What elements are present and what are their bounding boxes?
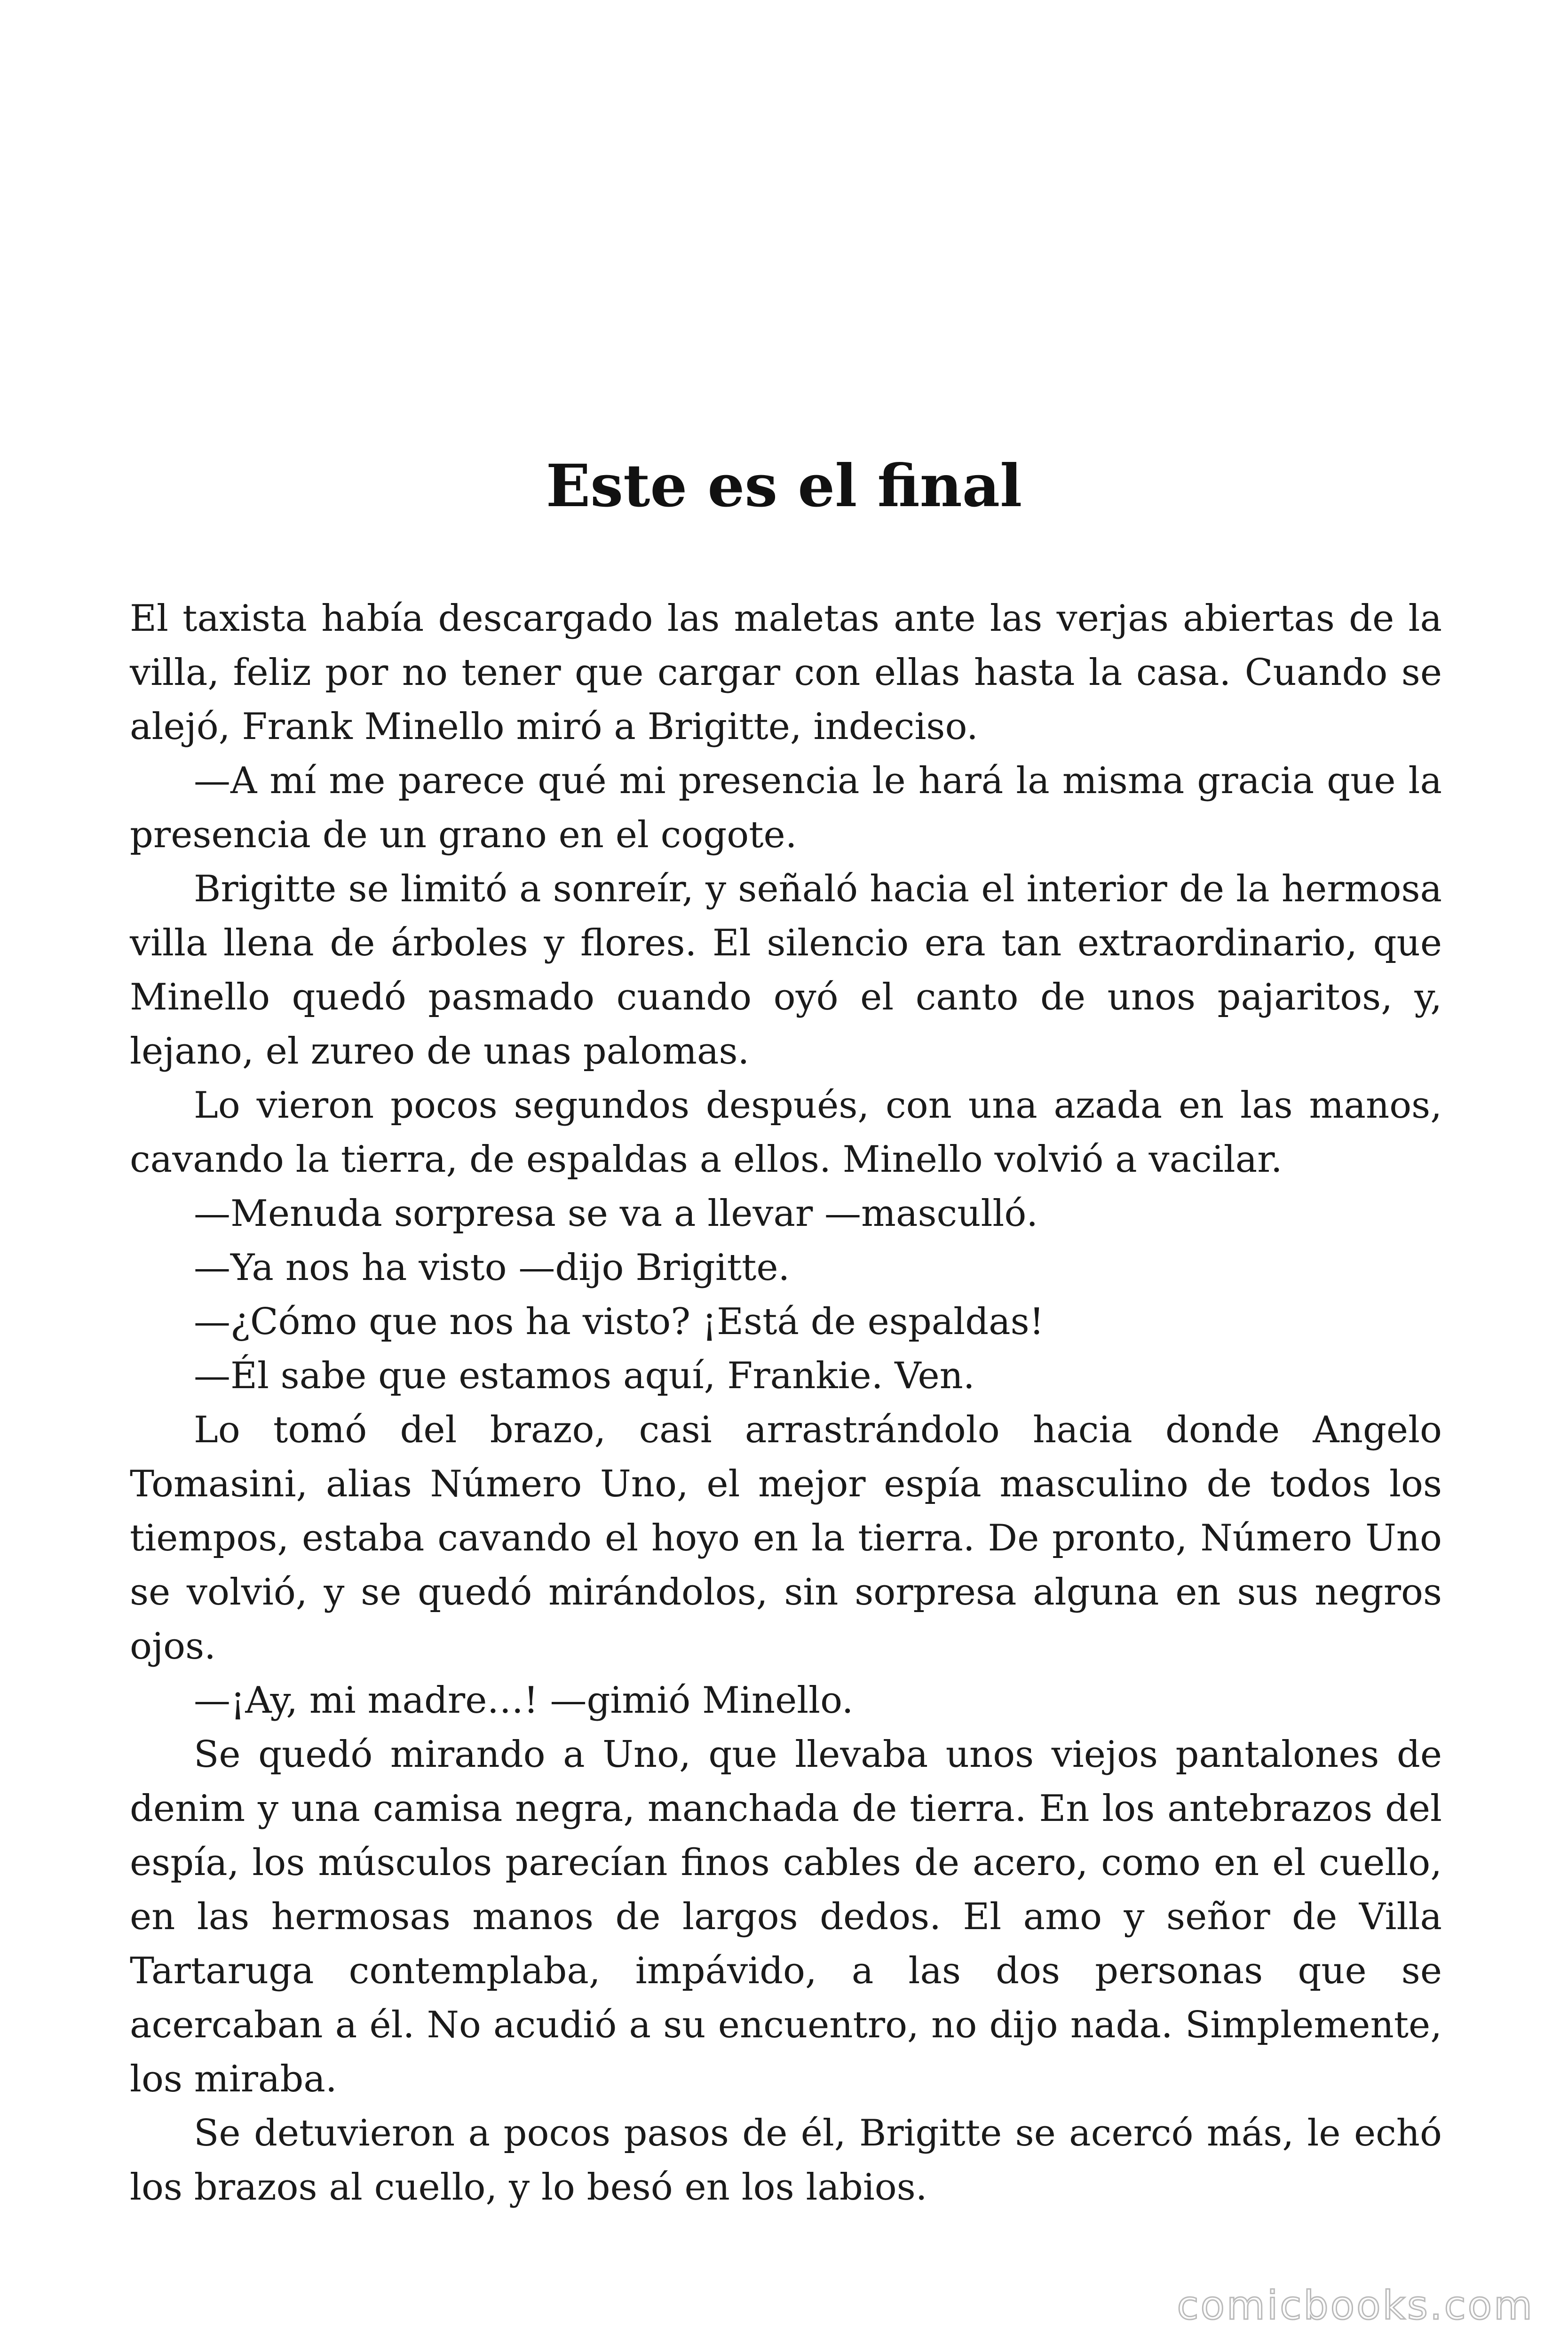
watermark: comicbooks.com [1177, 2282, 1534, 2328]
paragraph: Lo vieron pocos segundos después, con una azada en las manos, cavando la tierra, de espaldas a ellos. Minello volvió a vacilar. [130, 1084, 1442, 1181]
chapter-body [130, 592, 1442, 2215]
paragraph: Se quedó mirando a Uno, que llevaba unos viejos pantalones de denim y una camisa negra, manchada de tierra. En los antebrazos del espía, los músculos parecían finos cables de acero, como en el cuello, en las hermosas manos de largos dedos. El amo y señor de Villa Tartaruga contemplaba, impávido, a las dos personas que se acercaban a él. No acudió a su encuentro, no dijo nada. Simplemente, los miraba. [130, 1733, 1442, 2100]
paragraph: —Él sabe que estamos aquí, Frankie. Ven. [194, 1355, 975, 1397]
paragraph: —A mí me parece qué mi presencia le hará la misma gracia que la presencia de un grano en el cogote. [130, 760, 1442, 856]
paragraph: Se detuvieron a pocos pasos de él, Brigitte se acercó más, le echó los brazos al cuello, y lo besó en los labios. [130, 2112, 1442, 2209]
paragraph: El taxista había descargado las maletas ante las verjas abiertas de la villa, feliz por no tener que cargar con ellas hasta la casa. Cuando se alejó, Frank Minello miró a Brigitte, indeciso. [130, 597, 1442, 748]
chapter-title: Este es el final [546, 452, 1022, 520]
paragraph: Brigitte se limitó a sonreír, y señaló hacia el interior de la hermosa villa llena de árboles y flores. El silencio era tan extraordinario, que Minello quedó pasmado cuando oyó el canto de unos pajaritos, y, lejano, el zureo de unas palomas. [130, 868, 1442, 1073]
paragraph: Lo tomó del brazo, casi arrastrándolo hacia donde Angelo Tomasini, alias Número Uno, el mejor espía masculino de todos los tiempos, estaba cavando el hoyo en la tierra. De pronto, Número Uno se volvió, y se quedó mirándolos, sin sorpresa alguna en sus negros ojos. [130, 1409, 1442, 1668]
paragraph: —Menuda sorpresa se va a llevar —mascullό. [194, 1192, 1038, 1235]
paragraph: —¡Ay, mi madre…! —gimió Minello. [194, 1679, 854, 1722]
paragraph: —¿Cómo que nos ha visto? ¡Está de espaldas! [194, 1301, 1045, 1343]
paragraph: —Ya nos ha visto —dijo Brigitte. [194, 1247, 790, 1289]
